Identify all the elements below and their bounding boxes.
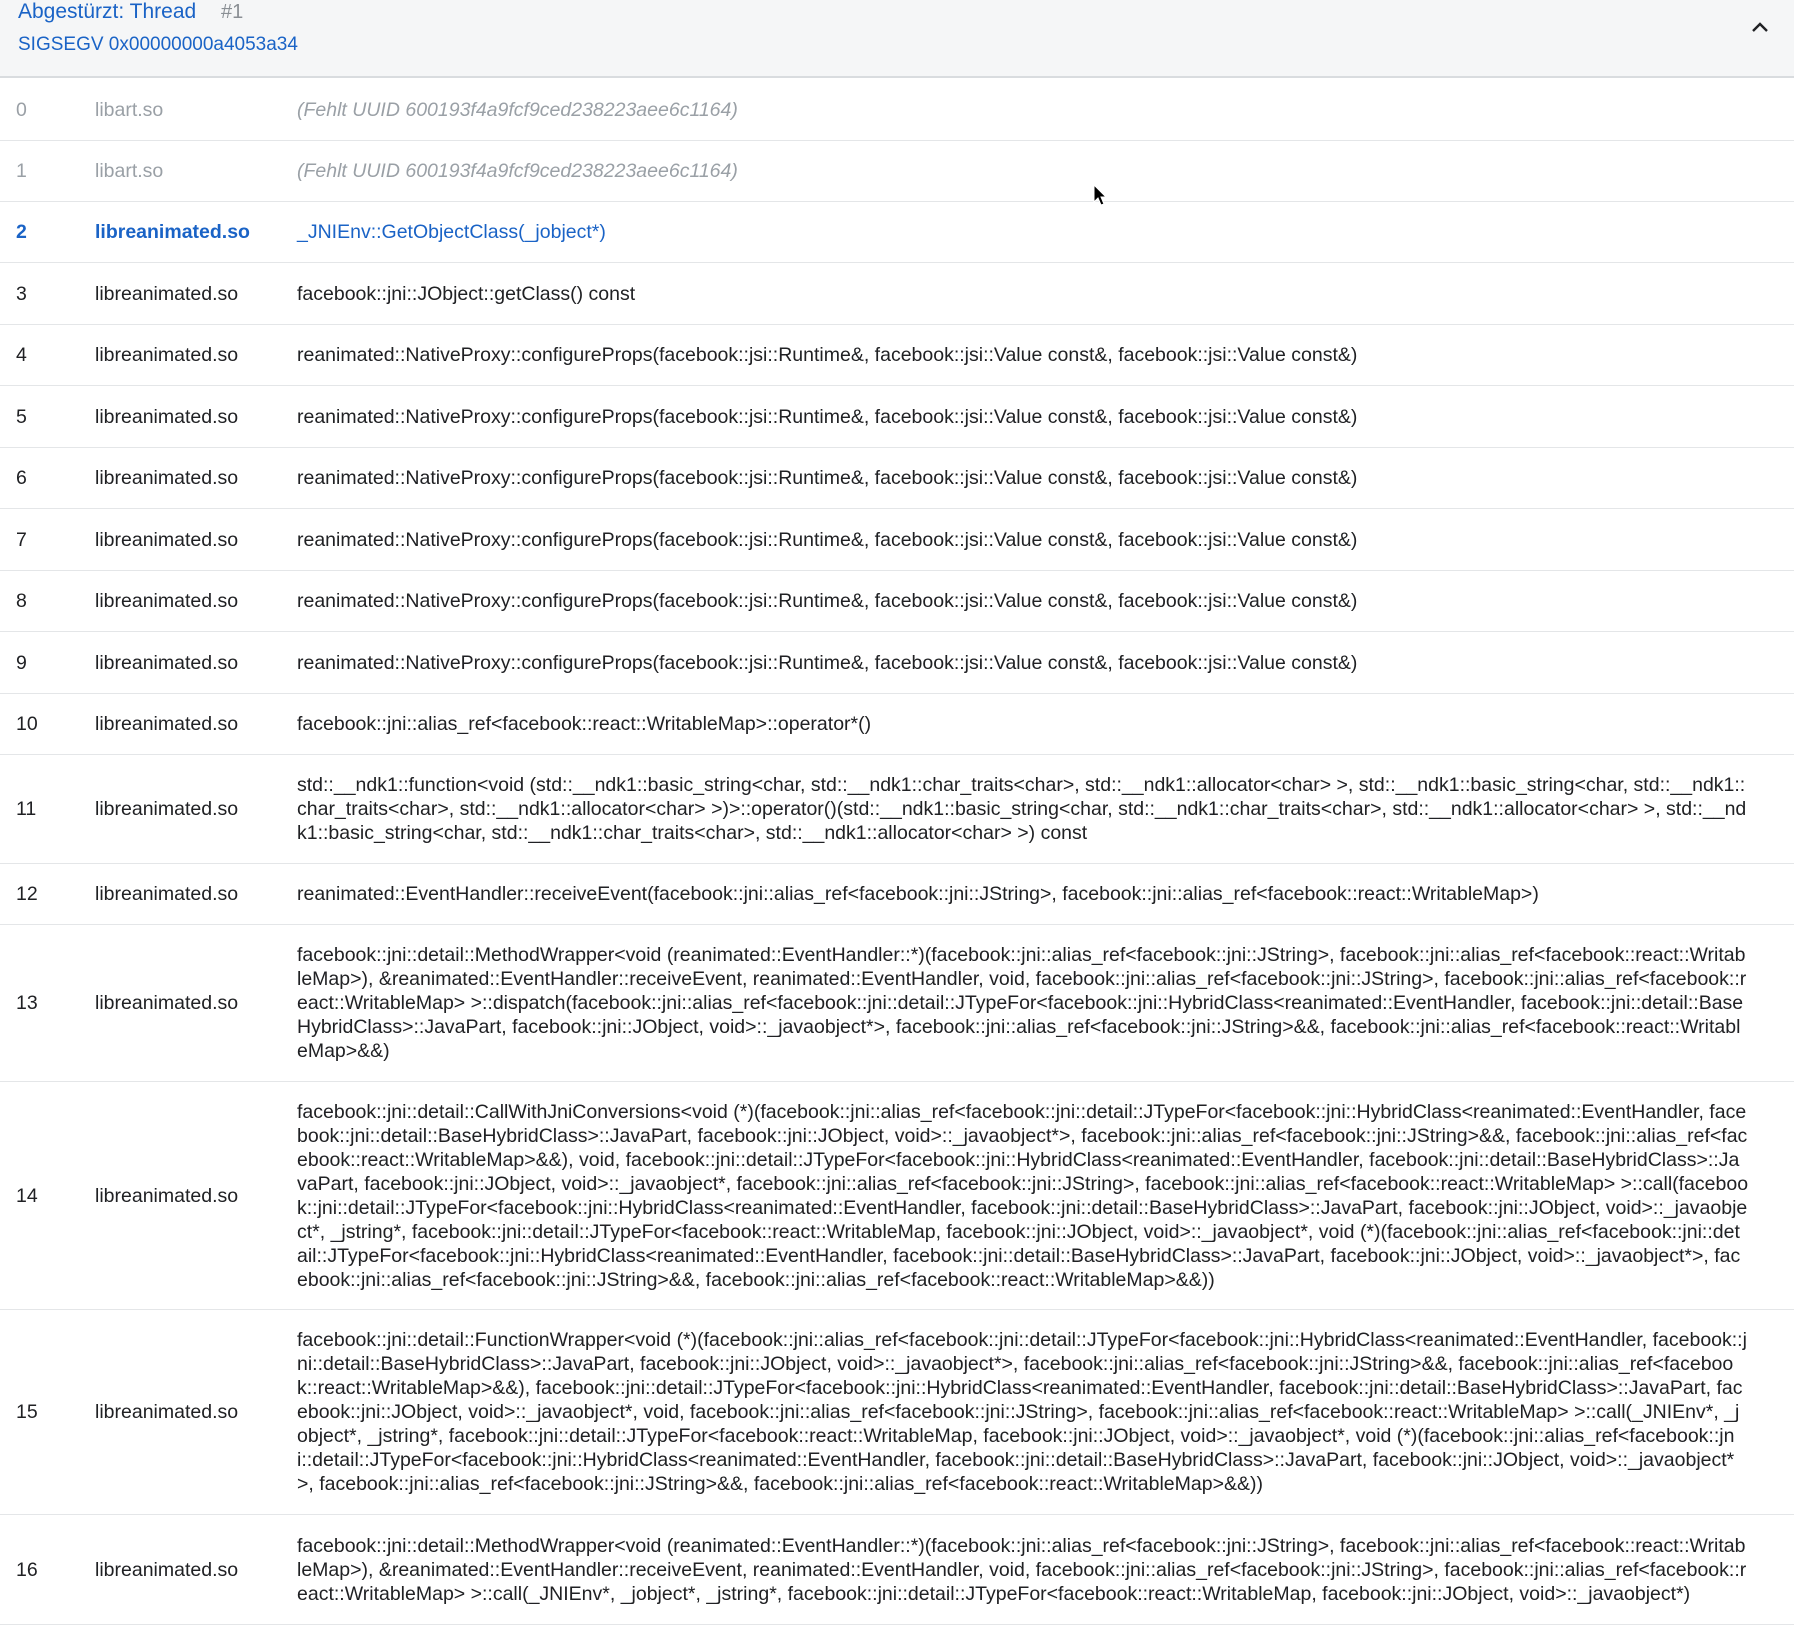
- stack-frame-row[interactable]: [0, 448, 1794, 509]
- stack-frame-row[interactable]: [0, 925, 1794, 1082]
- frame-index: 1: [16, 160, 27, 182]
- frame-symbol: reanimated::NativeProxy::configureProps(facebook::jsi::Runtime&, facebook::jsi::Value const&, facebook::jsi::Value const&): [297, 528, 1358, 551]
- thread-header[interactable]: [0, 0, 1794, 78]
- frame-symbol: reanimated::NativeProxy::configureProps(facebook::jsi::Runtime&, facebook::jsi::Value const&, facebook::jsi::Value const&): [297, 344, 1358, 366]
- frame-symbol: (Fehlt UUID 600193f4a9fcf9ced238223aee6c1164): [297, 98, 738, 121]
- frame-library: libreanimated.so: [95, 1558, 239, 1581]
- frame-index: 0: [16, 98, 27, 121]
- frame-library: libreanimated.so: [95, 528, 239, 551]
- frame-symbol: reanimated::NativeProxy::configureProps(facebook::jsi::Runtime&, facebook::jsi::Value const&, facebook::jsi::Value const&): [297, 467, 1358, 489]
- frame-library: libreanimated.so: [95, 590, 239, 612]
- frame-symbol: reanimated::EventHandler::receiveEvent(facebook::jni::alias_ref<facebook::jni::JString>, facebook::jni::alias_ref<facebook::react::WritableMap>): [297, 883, 1539, 905]
- frame-symbol: facebook::jni::detail::MethodWrapper<void (reanimated::EventHandler::*)(facebook::jni::alias_ref<facebook::jni::JString>, facebook::jni::alias_ref<facebook::react::WritableMap>), &reanimated::EventHandler::receiveEvent, reanimated::EventHandler, void, facebook::jni::alias_ref<facebook::jni::JString>, facebook::jni::alias_ref<facebook::react::WritableMap> >::call(_JNIEnv*, _jobject*, _jstring*, facebook::jni::detail::JTypeFor<facebook::react::WritableMap, facebook::jni::JObject, void>::_javaobject*): [297, 1534, 1747, 1605]
- frame-symbol: std::__ndk1::function<void (std::__ndk1::basic_string<char, std::__ndk1::char_traits<char>, std::__ndk1::allocator<char> >, std::__ndk1::basic_string<char, std::__ndk1::char_traits<char>, std::__ndk1::allocator<char> >)>::operator()(std::__ndk1::basic_string<char, std::__ndk1::char_traits<char>, std::__ndk1::allocator<char> >, std::__ndk1::basic_string<char, std::__ndk1::char_traits<char>, std::__ndk1::allocator<char> >) const: [297, 774, 1747, 844]
- frame-library: libreanimated.so: [95, 467, 239, 489]
- frame-index: 3: [16, 282, 27, 305]
- frame-index: 15: [16, 1401, 38, 1423]
- mouse-pointer-icon: [1093, 184, 1109, 208]
- frame-symbol: facebook::jni::detail::MethodWrapper<void (reanimated::EventHandler::*)(facebook::jni::alias_ref<facebook::jni::JString>, facebook::jni::alias_ref<facebook::react::WritableMap>), &reanimated::EventHandler::receiveEvent, reanimated::EventHandler, void, facebook::jni::alias_ref<facebook::jni::JString>, facebook::jni::alias_ref<facebook::react::WritableMap> >::dispatch(facebook::jni::alias_ref<facebook::jni::detail::JTypeFor<facebook::jni::HybridClass<reanimated::EventHandler, facebook::jni::detail::BaseHybridClass>::JavaPart, facebook::jni::JObject, void>::_javaobject*>, facebook::jni::alias_ref<facebook::jni::JString>&&, facebook::jni::alias_ref<facebook::react::WritableMap>&&): [297, 944, 1747, 1062]
- frame-library: libreanimated.so: [95, 883, 239, 905]
- frame-library: libreanimated.so: [95, 1401, 239, 1423]
- frame-index: 10: [16, 713, 38, 735]
- stack-frame-row[interactable]: [0, 1082, 1794, 1310]
- frame-index: 6: [16, 467, 27, 489]
- stack-frame-row[interactable]: [0, 632, 1794, 694]
- stack-frame-row[interactable]: [0, 694, 1794, 755]
- frame-symbol: facebook::jni::detail::CallWithJniConversions<void (*)(facebook::jni::alias_ref<facebook::jni::detail::JTypeFor<facebook::jni::HybridClass<reanimated::EventHandler, facebook::jni::detail::BaseHybridClass>::JavaPart, facebook::jni::JObject, void>::_javaobject*>, facebook::jni::alias_ref<facebook::jni::JString>&&, facebook::jni::alias_ref<facebook::react::WritableMap>&&), void, facebook::jni::detail::JTypeFor<facebook::jni::HybridClass<reanimated::EventHandler, facebook::jni::detail::BaseHybridClass>::JavaPart, facebook::jni::JObject, void>::_javaobject*, facebook::jni::alias_ref<facebook::jni::JString>, facebook::jni::alias_ref<facebook::react::WritableMap> >::call(facebook::jni::detail::JTypeFor<facebook::jni::HybridClass<reanimated::EventHandler, facebook::jni::detail::BaseHybridClass>::JavaPart, facebook::jni::JObject, void>::_javaobject*, _jstring*, facebook::jni::detail::JTypeFor<facebook::react::WritableMap, facebook::jni::JObject, void>::_javaobject*, void (*)(facebook::jni::alias_ref<facebook::jni::detail::JTypeFor<facebook::jni::HybridClass<reanimated::EventHandler, facebook::jni::detail::BaseHybridClass>::JavaPart, facebook::jni::JObject, void>::_javaobject*>, facebook::jni::alias_ref<facebook::jni::JString>&&, facebook::jni::alias_ref<facebook::react::WritableMap>&&)): [297, 1100, 1749, 1291]
- signal-link[interactable]: SIGSEGV 0x00000000a4053a34: [18, 34, 298, 55]
- frame-index: 13: [16, 992, 38, 1014]
- frame-symbol: reanimated::NativeProxy::configureProps(facebook::jsi::Runtime&, facebook::jsi::Value const&, facebook::jsi::Value const&): [297, 651, 1358, 674]
- frame-symbol[interactable]: _JNIEnv::GetObjectClass(_jobject*): [297, 221, 606, 243]
- frame-index: 8: [16, 590, 27, 612]
- stack-frame-row[interactable]: [0, 202, 1794, 263]
- frame-library: libart.so: [95, 98, 164, 121]
- frame-library: libreanimated.so: [95, 344, 239, 366]
- frame-index: 11: [16, 798, 37, 820]
- collapse-button[interactable]: [1742, 12, 1778, 42]
- chevron-up-icon: [1742, 12, 1778, 42]
- frame-index: 12: [16, 883, 38, 905]
- stack-frame-row[interactable]: [0, 1310, 1794, 1515]
- stack-frame-row[interactable]: [0, 141, 1794, 202]
- stack-frame-row[interactable]: [0, 79, 1794, 141]
- frame-library: libreanimated.so: [95, 405, 239, 428]
- frame-index: 5: [16, 405, 27, 428]
- frame-index: 7: [16, 528, 27, 551]
- stack-frame-row[interactable]: [0, 864, 1794, 925]
- frame-index: 4: [16, 344, 27, 366]
- frame-symbol: facebook::jni::alias_ref<facebook::react::WritableMap>::operator*(): [297, 713, 872, 735]
- frame-index: 9: [16, 651, 27, 674]
- frame-index: 14: [16, 1184, 38, 1207]
- frame-symbol: reanimated::NativeProxy::configureProps(facebook::jsi::Runtime&, facebook::jsi::Value const&, facebook::jsi::Value const&): [297, 405, 1358, 428]
- frame-library: libreanimated.so: [95, 282, 239, 305]
- stack-frame-row[interactable]: [0, 571, 1794, 632]
- frame-library: libart.so: [95, 160, 164, 182]
- frame-symbol: facebook::jni::detail::FunctionWrapper<void (*)(facebook::jni::alias_ref<facebook::jni::detail::JTypeFor<facebook::jni::HybridClass<reanimated::EventHandler, facebook::jni::detail::BaseHybridClass>::JavaPart, facebook::jni::JObject, void>::_javaobject*>, facebook::jni::alias_ref<facebook::jni::JString>&&, facebook::jni::alias_ref<facebook::react::WritableMap>&&), facebook::jni::detail::JTypeFor<facebook::jni::HybridClass<reanimated::EventHandler, facebook::jni::detail::BaseHybridClass>::JavaPart, facebook::jni::JObject, void>::_javaobject*, void, facebook::jni::alias_ref<facebook::jni::JString>, facebook::jni::alias_ref<facebook::react::WritableMap> >::call(_JNIEnv*, _jobject*, _jstring*, facebook::jni::detail::JTypeFor<facebook::react::WritableMap, facebook::jni::JObject, void>::_javaobject*, void (*)(facebook::jni::alias_ref<facebook::jni::detail::JTypeFor<facebook::jni::HybridClass<reanimated::EventHandler, facebook::jni::detail::BaseHybridClass>::JavaPart, facebook::jni::JObject, void>::_javaobject*>, facebook::jni::alias_ref<facebook::jni::JString>&&, facebook::jni::alias_ref<facebook::react::WritableMap>&&)): [297, 1329, 1747, 1495]
- frame-library: libreanimated.so: [95, 992, 239, 1014]
- frame-symbol: facebook::jni::JObject::getClass() const: [297, 282, 636, 305]
- frame-library: libreanimated.so: [95, 221, 250, 243]
- frame-index: 16: [16, 1558, 38, 1581]
- frame-library: libreanimated.so: [95, 713, 239, 735]
- frame-library: libreanimated.so: [95, 798, 239, 820]
- stack-frame-row[interactable]: [0, 755, 1794, 864]
- thread-number: #1: [221, 1, 244, 23]
- frame-library: libreanimated.so: [95, 1184, 239, 1207]
- stack-frame-row[interactable]: [0, 263, 1794, 325]
- stack-frame-row[interactable]: [0, 325, 1794, 386]
- frame-index: 2: [16, 221, 27, 243]
- stack-frame-row[interactable]: [0, 1515, 1794, 1625]
- stack-frames-list: [0, 79, 1794, 1625]
- frame-symbol: reanimated::NativeProxy::configureProps(facebook::jsi::Runtime&, facebook::jsi::Value const&, facebook::jsi::Value const&): [297, 590, 1358, 612]
- frame-symbol: (Fehlt UUID 600193f4a9fcf9ced238223aee6c1164): [297, 160, 738, 182]
- frame-library: libreanimated.so: [95, 651, 239, 674]
- stack-frame-row[interactable]: [0, 386, 1794, 448]
- stack-frame-row[interactable]: [0, 509, 1794, 571]
- thread-title[interactable]: Abgestürzt: Thread: [18, 0, 197, 23]
